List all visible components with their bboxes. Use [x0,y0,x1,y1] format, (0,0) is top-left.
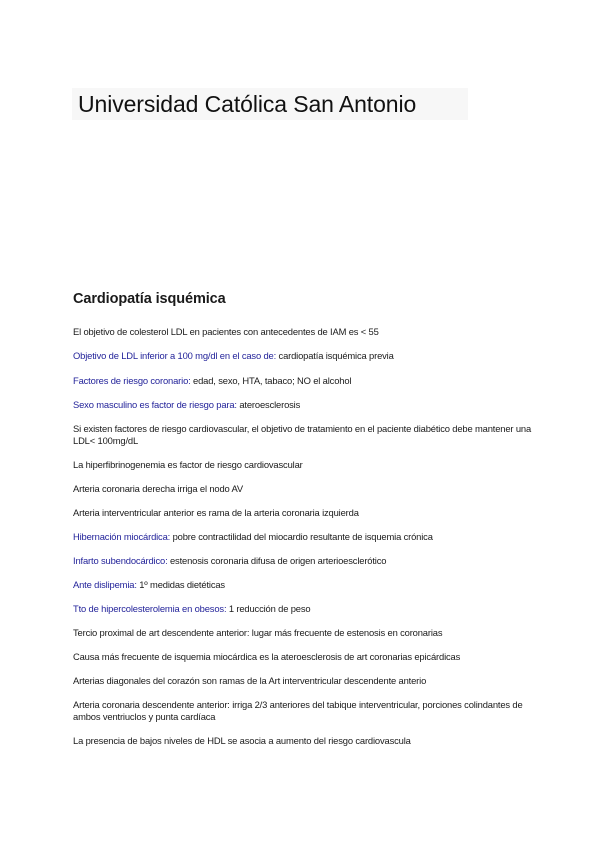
item-text: 1 reducción de peso [226,603,311,614]
list-item [73,603,533,615]
item-lead: Hibernación miocárdica: [73,531,171,542]
item-lead: Ante dislipemia: [73,579,137,590]
list-item [73,350,533,362]
university-title: Universidad Católica San Antonio [72,88,468,120]
item-text: La hiperfibrinogenemia es factor de riesgo cardiovascular [73,459,303,470]
item-lead: Objetivo de LDL inferior a 100 mg/dl en el caso de: [73,350,277,361]
item-text: Arteria coronaria descendente anterior: irriga 2/3 anteriores del tabique interventricular, porciones colindantes de ambos ventriuclos y punta cardíaca [73,699,523,722]
list-item [73,531,533,543]
list-item [73,699,533,723]
item-text: 1º medidas dietéticas [136,579,225,590]
item-text: pobre contractilidad del miocardio resultante de isquemia crónica [170,531,433,542]
list-item [73,423,533,447]
list-item [73,507,533,519]
item-text: estenosis coronaria difusa de origen arterioesclerótico [167,555,387,566]
item-text: cardiopatía isquémica previa [276,350,394,361]
item-text: Arterias diagonales del corazón son ramas de la Art interventricular descendente anterio [73,675,427,686]
list-item [73,735,533,747]
list-item [73,326,533,338]
item-lead: Tto de hipercolesterolemia en obesos: [73,603,227,614]
list-item [73,579,533,591]
section-title: Cardiopatía isquémica [73,291,226,307]
item-text: Si existen factores de riesgo cardiovascular, el objetivo de tratamiento en el paciente diabético debe mantener una LDL< 100mg/dL [73,423,532,446]
item-text: El objetivo de colesterol LDL en pacientes con antecedentes de IAM es < 55 [73,326,379,337]
item-text: La presencia de bajos niveles de HDL se asocia a aumento del riesgo cardiovascula [73,735,411,746]
list-item [73,375,533,387]
list-item [73,555,533,567]
list-item [73,459,533,471]
list-item [73,675,533,687]
item-lead: Factores de riesgo coronario: [73,375,191,386]
item-text: Tercio proximal de art descendente anterior: lugar más frecuente de estenosis en coronarias [73,627,443,638]
item-text: edad, sexo, HTA, tabaco; NO el alcohol [190,375,352,386]
item-text: ateroesclerosis [236,399,301,410]
list-item [73,483,533,495]
item-text: Arteria coronaria derecha irriga el nodo AV [73,483,244,494]
item-text: Arteria interventricular anterior es rama de la arteria coronaria izquierda [73,507,359,518]
list-item [73,399,533,411]
list-item [73,651,533,663]
item-lead: Infarto subendocárdico: [73,555,168,566]
list-item [73,627,533,639]
item-text: Causa más frecuente de isquemia miocárdica es la ateroesclerosis de art coronarias epicárdicas [73,651,461,662]
item-lead: Sexo masculino es factor de riesgo para: [73,399,237,410]
